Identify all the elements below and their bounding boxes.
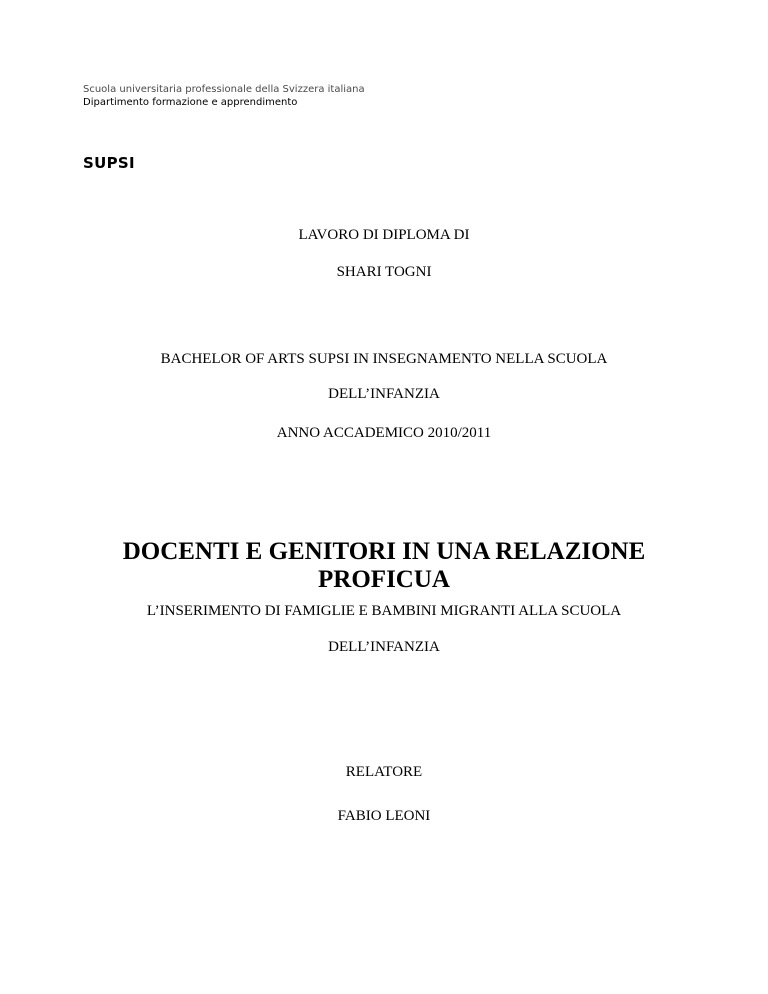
- thesis-title-line-2: PROFICUA: [318, 566, 450, 593]
- subtitle-line-1: L’INSERIMENTO DI FAMIGLIE E BAMBINI MIGRANTI ALLA SCUOLA: [146, 603, 622, 619]
- academic-year: ANNO ACCADEMICO 2010/2011: [276, 425, 492, 441]
- supervisor-name: FABIO LEONI: [337, 808, 431, 824]
- degree-line-1: BACHELOR OF ARTS SUPSI IN INSEGNAMENTO NELLA SCUOLA: [160, 351, 608, 367]
- thesis-heading: LAVORO DI DIPLOMA DI: [298, 227, 470, 243]
- thesis-title-line-1: DOCENTI E GENITORI IN UNA RELAZIONE: [122, 538, 646, 565]
- subtitle-line-2: DELL’INFANZIA: [328, 639, 440, 655]
- supervisor-label: RELATORE: [345, 764, 423, 780]
- institution-name: Scuola universitaria professionale della Svizzera italiana: [83, 84, 365, 95]
- supsi-logo: SUPSI: [83, 154, 135, 172]
- department-name: Dipartimento formazione e apprendimento: [83, 97, 298, 108]
- institution-header: [83, 83, 365, 109]
- author-name: SHARI TOGNI: [336, 264, 432, 280]
- degree-line-2: DELL’INFANZIA: [328, 386, 440, 402]
